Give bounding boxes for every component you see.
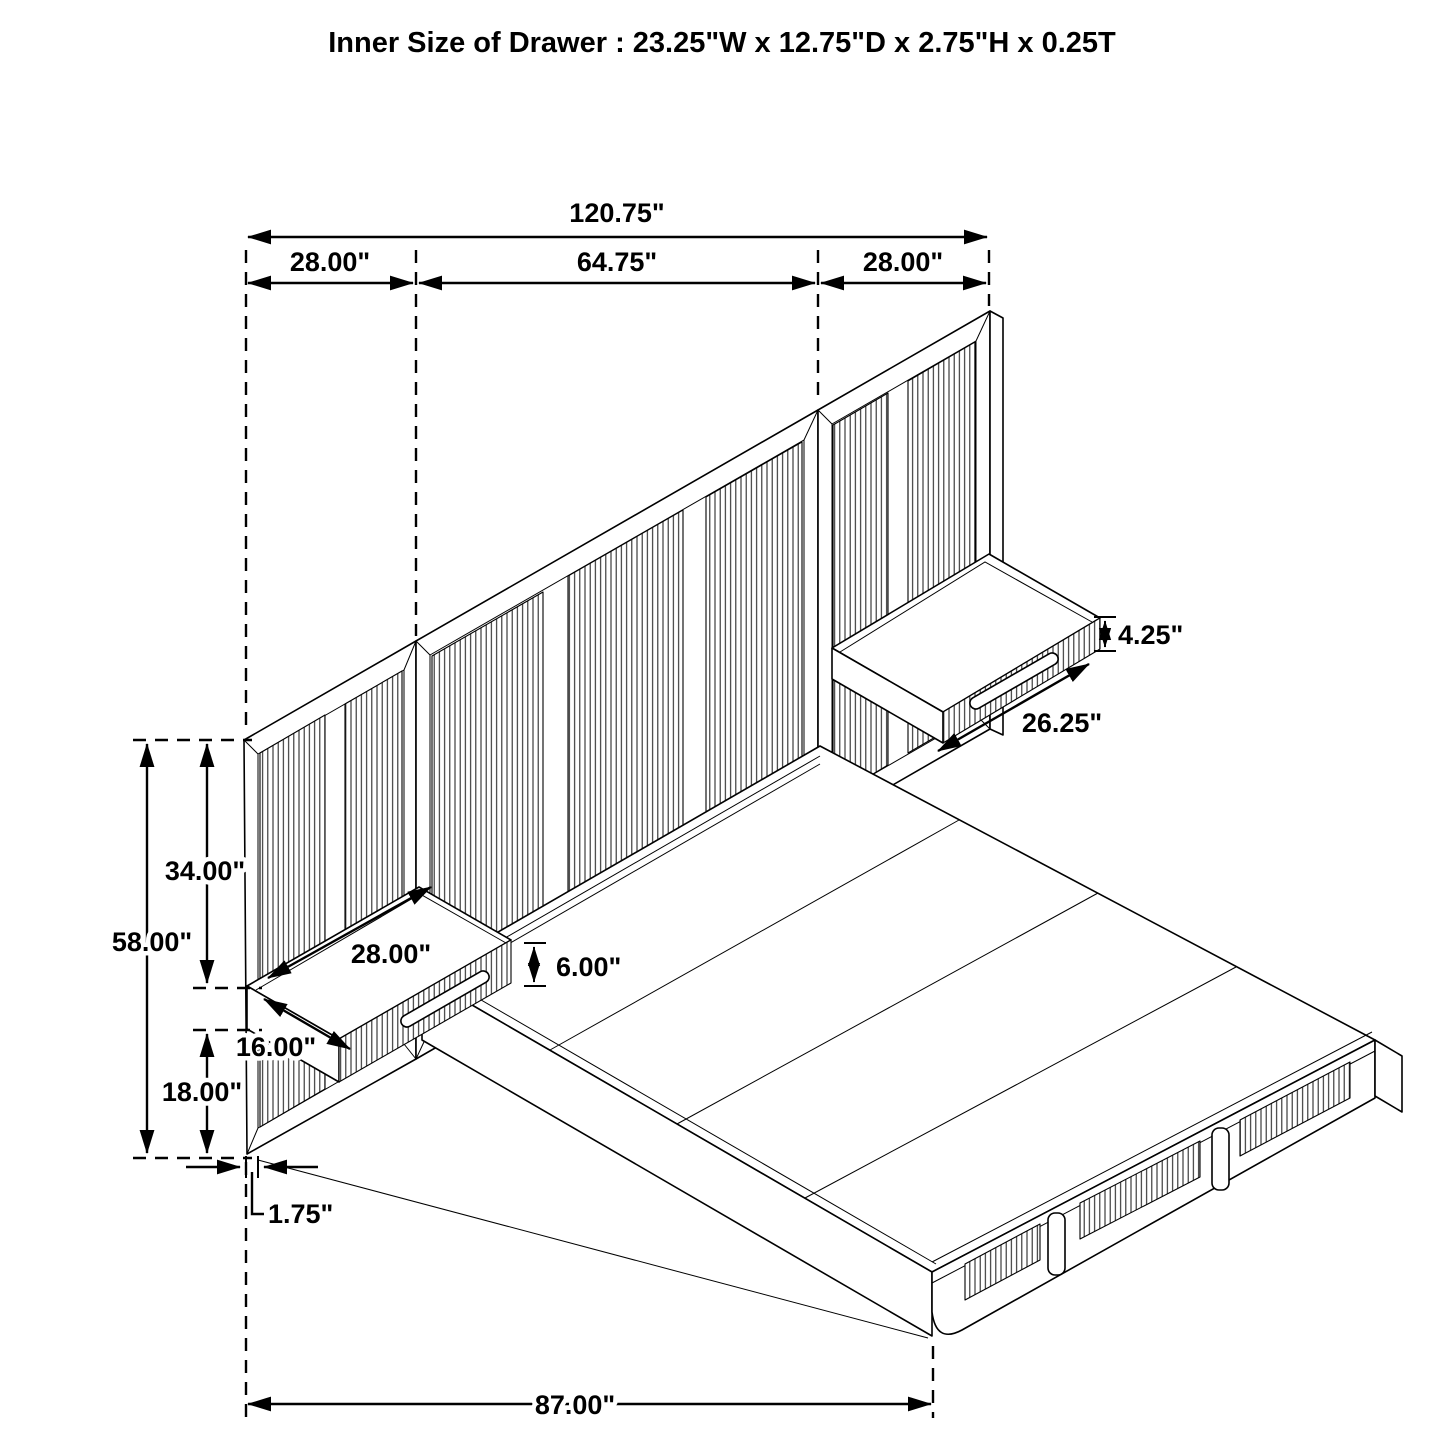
- dim-overall-width-label: 120.75": [569, 198, 665, 228]
- dim-center-section: [419, 247, 815, 283]
- right-section-slats-1: [833, 393, 888, 798]
- dim-below-shelf-label: 18.00": [161, 1077, 243, 1107]
- dim-left-shelf-width-label: 28.00": [350, 939, 432, 969]
- dim-panel-thickness-label: 1.75": [268, 1199, 334, 1229]
- footboard-handle-cutout-right: [1212, 1128, 1229, 1190]
- dim-left-section-label: 28.00": [289, 247, 371, 277]
- dim-right-shelf-height: [1094, 617, 1183, 651]
- dim-right-section-label: 28.00": [862, 247, 944, 277]
- dim-left-shelf-height-label: 6.00": [556, 952, 622, 982]
- drawing-title: Inner Size of Drawer : 23.25"W x 12.75"D x 2.75"H x 0.25T: [328, 27, 1116, 59]
- dim-center-section-label: 64.75": [576, 247, 658, 277]
- dim-bed-length: [248, 1390, 931, 1420]
- dim-overall-width: [248, 198, 987, 237]
- dim-left-shelf-depth-label: 16.00": [235, 1032, 317, 1062]
- dim-right-shelf-depth-label: 26.25": [1021, 708, 1103, 738]
- bed-foot-right-edge: [1375, 1040, 1402, 1112]
- dim-panel-height-label: 58.00": [111, 927, 193, 957]
- dim-left-section: [248, 247, 413, 283]
- dim-right-shelf-height-label: 4.25": [1118, 620, 1184, 650]
- dim-panel-thickness: [186, 1156, 333, 1229]
- dim-bed-length-label: 87.00": [534, 1390, 616, 1420]
- footboard-handle-cutout-left: [1048, 1213, 1065, 1275]
- dim-top-to-shelf-label: 34.00": [164, 856, 246, 886]
- dim-right-section: [821, 247, 986, 283]
- dim-below-shelf: [162, 1034, 242, 1153]
